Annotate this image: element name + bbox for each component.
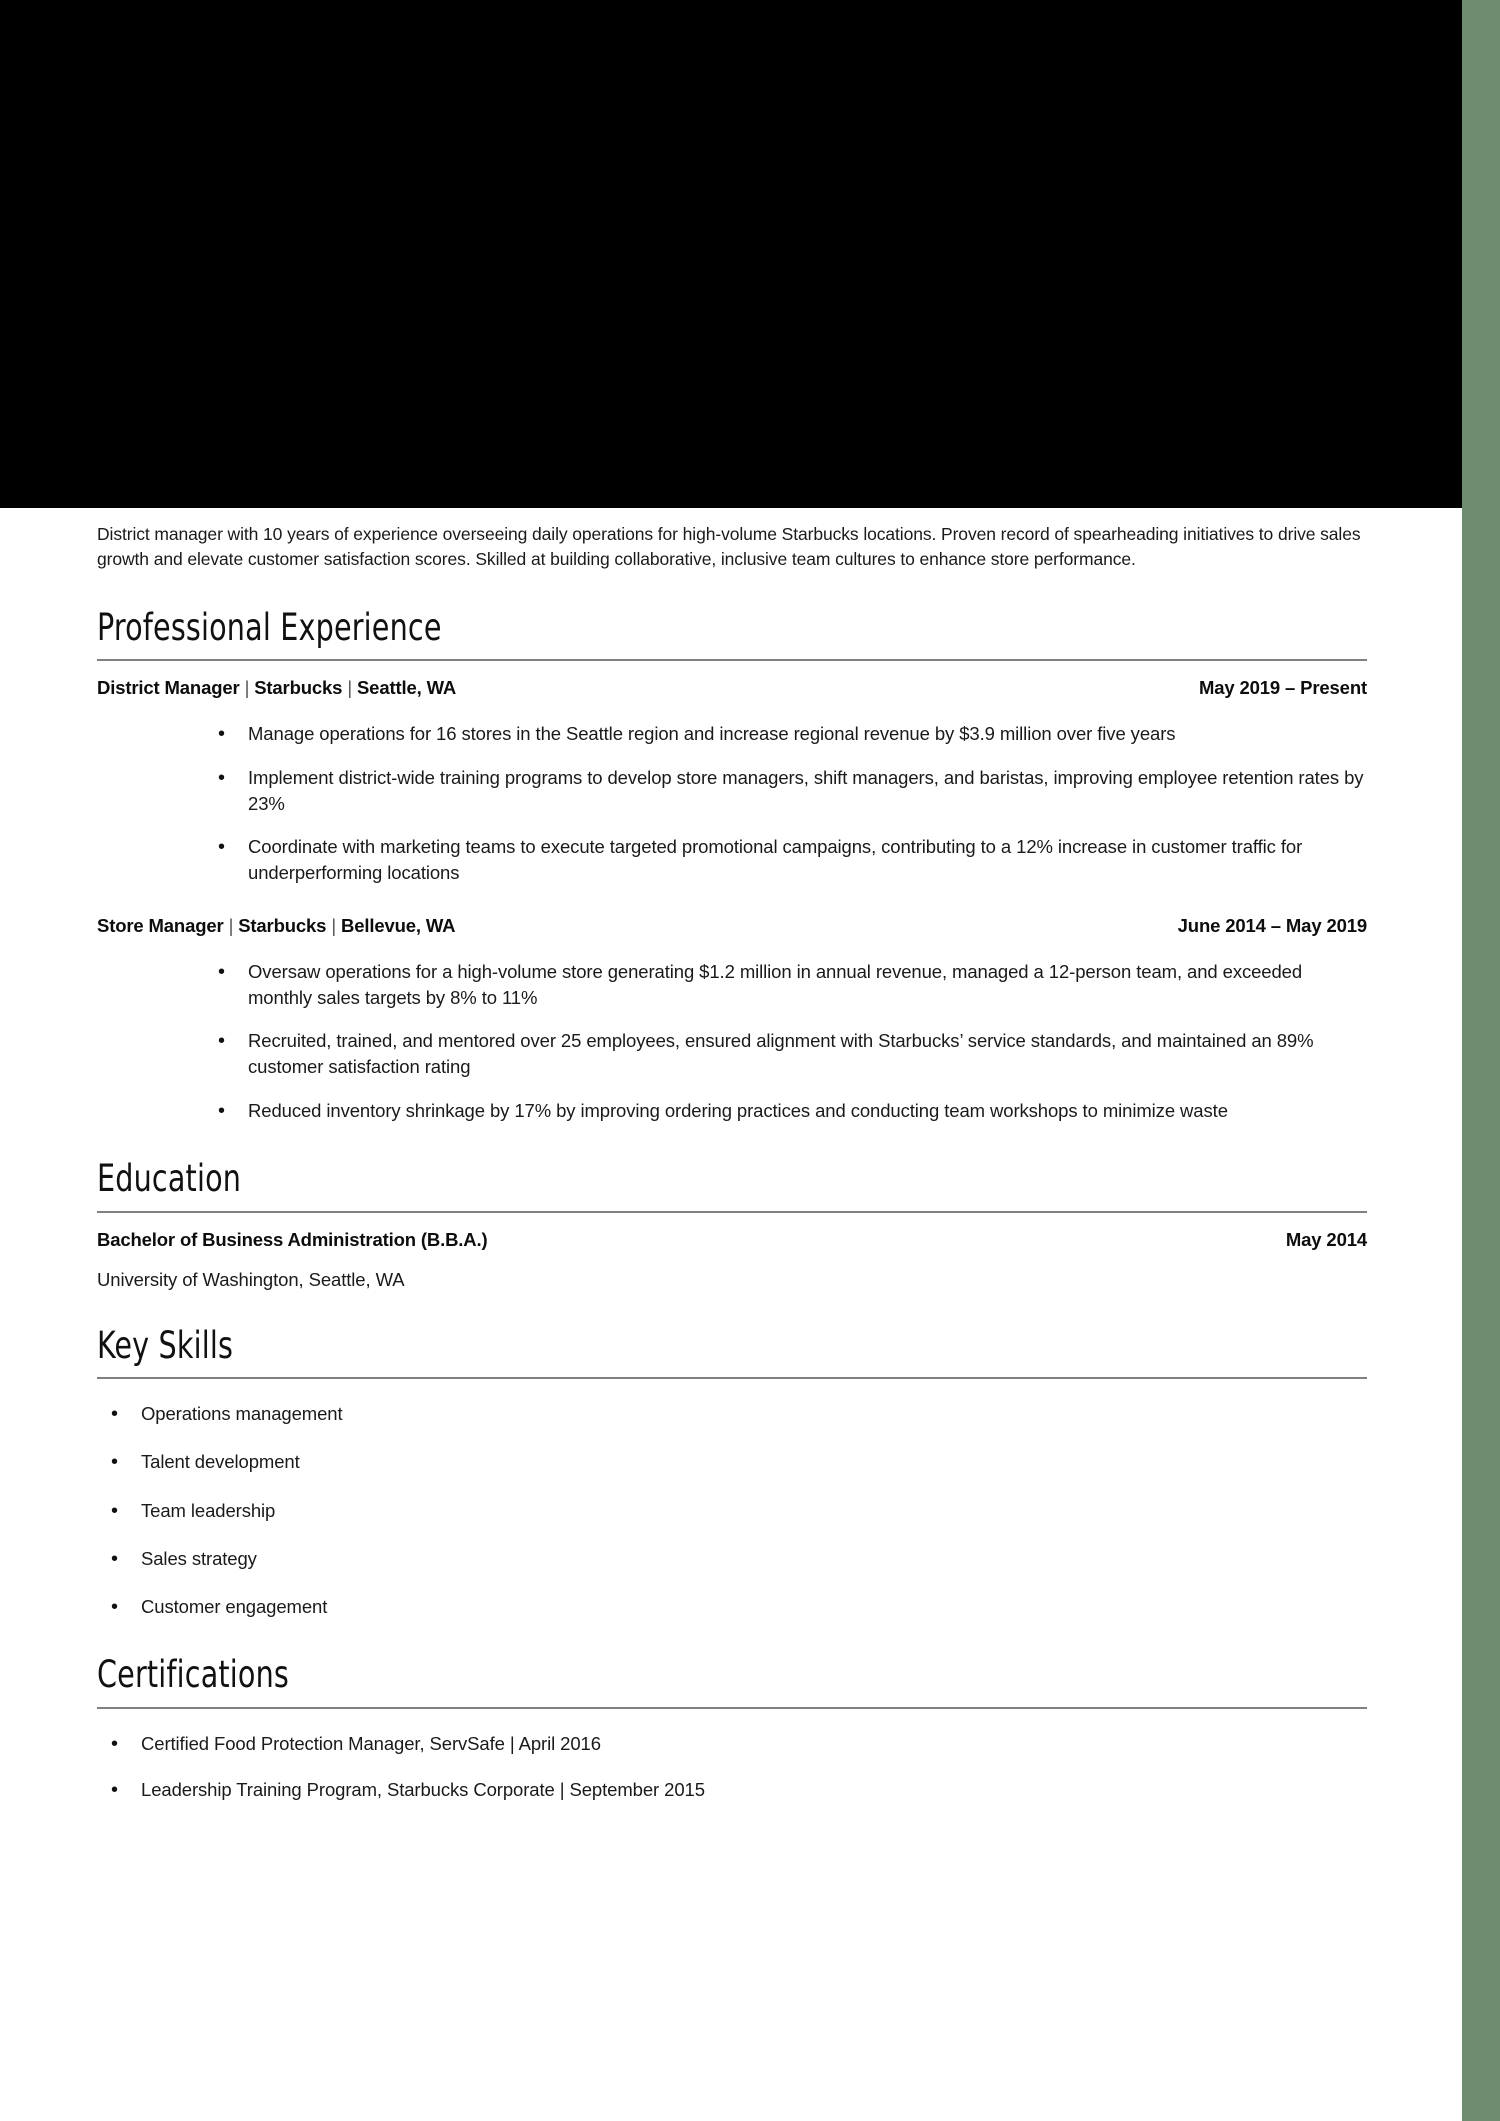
list-item: • Implement district-wide training programs to develop store managers, shift managers, and baristas, improving employee retention rates by 23% bbox=[212, 765, 1367, 818]
education-school: University of Washington, Seattle, WA bbox=[97, 1268, 405, 1290]
redacted-header-block bbox=[0, 0, 1462, 508]
section-title-skills: Key Skills bbox=[97, 1323, 234, 1367]
experience-entry bbox=[97, 915, 1367, 1124]
section-education bbox=[97, 1158, 1367, 1291]
education-degree: Bachelor of Business Administration (B.B.A.) bbox=[97, 1228, 488, 1250]
list-item: • Leadership Training Program, Starbucks Corporate | September 2015 bbox=[105, 1777, 1365, 1803]
section-certifications bbox=[97, 1654, 1367, 1803]
job-company: Starbucks bbox=[254, 677, 343, 699]
section-key-skills bbox=[97, 1325, 1367, 1621]
list-item: • Recruited, trained, and mentored over 25 employees, ensured alignment with Starbucks’ service standards, and maintained an 89% customer satisfaction rating bbox=[212, 1028, 1367, 1081]
list-item: • Manage operations for 16 stores in the Seattle region and increase regional revenue by $3.9 million over five years bbox=[212, 721, 1367, 747]
list-item: • Certified Food Protection Manager, ServSafe | April 2016 bbox=[105, 1731, 1365, 1757]
job-location: Bellevue, WA bbox=[340, 914, 456, 936]
experience-entry bbox=[97, 677, 1367, 886]
experience-entry-left bbox=[97, 677, 456, 699]
field-separator: | bbox=[244, 677, 250, 699]
job-title: District Manager bbox=[97, 677, 240, 699]
experience-bullets bbox=[212, 959, 1367, 1124]
list-item: • Team leadership bbox=[105, 1498, 1365, 1524]
education-entry-header bbox=[97, 1229, 1367, 1251]
list-item: • Customer engagement bbox=[105, 1594, 1365, 1620]
list-item: • Reduced inventory shrinkage by 17% by improving ordering practices and conducting team workshops to minimize waste bbox=[212, 1098, 1367, 1124]
job-dates: June 2014 – May 2019 bbox=[1177, 914, 1367, 936]
job-company: Starbucks bbox=[238, 914, 327, 936]
field-separator: | bbox=[228, 914, 234, 936]
resume-content bbox=[0, 508, 1462, 1823]
certifications-list bbox=[105, 1731, 1365, 1804]
section-divider-education bbox=[97, 1211, 1367, 1213]
list-item: • Operations management bbox=[105, 1401, 1365, 1427]
right-accent-band bbox=[1462, 0, 1500, 2121]
section-professional-experience bbox=[97, 607, 1367, 1124]
list-item: • Coordinate with marketing teams to execute targeted promotional campaigns, contributing to a 12% increase in customer traffic for underperforming locations bbox=[212, 834, 1367, 887]
list-item: • Talent development bbox=[105, 1449, 1365, 1475]
job-dates: May 2019 – Present bbox=[1198, 677, 1367, 699]
experience-bullets bbox=[212, 721, 1367, 886]
job-title: Store Manager bbox=[97, 914, 224, 936]
experience-entry-header bbox=[97, 915, 1367, 937]
skills-list bbox=[105, 1401, 1365, 1620]
section-title-certifications: Certifications bbox=[97, 1653, 290, 1697]
section-divider-experience bbox=[97, 659, 1367, 661]
education-date: May 2014 bbox=[1285, 1228, 1367, 1250]
list-item: • Sales strategy bbox=[105, 1546, 1365, 1572]
section-title-experience: Professional Experience bbox=[97, 605, 442, 649]
job-location: Seattle, WA bbox=[356, 677, 457, 699]
experience-entry-left bbox=[97, 915, 455, 937]
section-title-education: Education bbox=[97, 1156, 242, 1200]
section-divider-skills bbox=[97, 1377, 1367, 1379]
professional-summary: District manager with 10 years of experience overseeing daily operations for high-volume Starbucks locations. Proven record of spearheading initiatives to drive sales growth and elevate customer satisfaction scores. Skilled at building collaborative, inclusive team cultures to enhance store performance. bbox=[97, 524, 1361, 570]
field-separator: | bbox=[347, 677, 352, 699]
experience-entry-header bbox=[97, 677, 1367, 699]
list-item: • Oversaw operations for a high-volume store generating $1.2 million in annual revenue, managed a 12-person team, and exceeded monthly sales targets by 8% to 11% bbox=[212, 959, 1367, 1012]
field-separator: | bbox=[331, 914, 336, 936]
section-divider-certifications bbox=[97, 1707, 1367, 1709]
